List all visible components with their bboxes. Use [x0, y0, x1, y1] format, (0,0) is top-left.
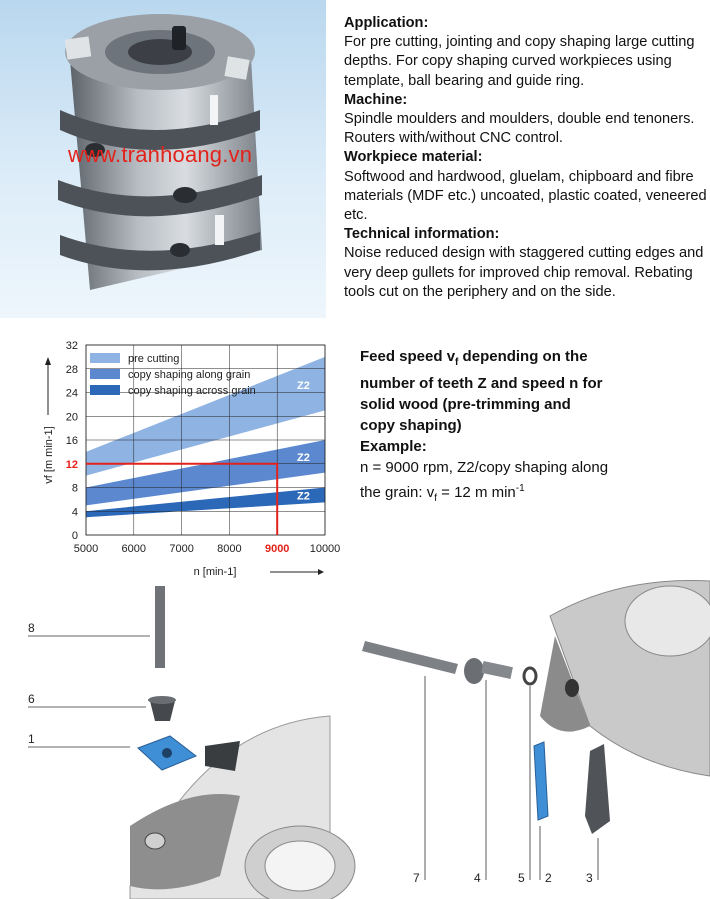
feed-title-line4: copy shaping)	[360, 417, 462, 434]
y-tick-label-8: 32	[65, 340, 78, 352]
application-text: For pre cutting, jointing and copy shaping large cutting depths. For copy shaping curved workpieces using template, ball bearing and guide ring.	[344, 34, 695, 89]
feed-title-line3: solid wood (pre-trimming and	[360, 396, 571, 413]
x-tick-label-4: 9000	[264, 543, 290, 555]
y-tick-label-0: 0	[71, 530, 78, 542]
watermark-url: www.tranhoang.vn	[68, 142, 253, 167]
band-label-3: Z2	[297, 490, 310, 503]
part-label-2: 2	[545, 871, 552, 885]
x-tick-label-3: 8000	[217, 543, 242, 555]
x-tick-label-1: 6000	[121, 543, 147, 555]
workpiece-text: Softwood and hardwood, gluelam, chipboard and fibre materials (MDF etc.) uncoated, plastic coated, veneered etc.	[344, 168, 707, 224]
part-label-7: 7	[413, 871, 420, 885]
part-label-8: 8	[28, 621, 35, 635]
right-assembly-drawing	[362, 580, 710, 885]
application-heading: Application:	[344, 15, 429, 31]
y-tick-label-1: 4	[71, 506, 78, 519]
legend-swatch-3	[90, 385, 120, 395]
y-axis-arrowhead	[45, 357, 51, 365]
feed-title-line2: number of teeth Z and speed n for	[360, 375, 603, 392]
product-description	[344, 14, 710, 302]
part-label-6: 6	[28, 692, 35, 706]
legend-swatch-2	[90, 369, 120, 379]
part-label-3: 3	[586, 871, 593, 885]
example-line1: n = 9000 rpm, Z2/copy shaping along	[360, 459, 609, 476]
example-heading: Example:	[360, 438, 427, 455]
y-tick-label-3: 12	[65, 458, 78, 471]
x-tick-label-2: 7000	[169, 543, 194, 555]
machine-heading: Machine:	[344, 91, 408, 108]
y-tick-label-6: 24	[65, 387, 78, 400]
left-assembly-drawing	[28, 586, 355, 899]
exploded-assembly-drawings	[0, 576, 710, 899]
feed-title-line1: Feed speed $v_f$ depending on the	[360, 348, 588, 368]
feed-speed-explanation	[360, 346, 700, 509]
x-axis-arrowhead	[318, 569, 324, 575]
legend-label-3: copy shaping across grain	[128, 385, 256, 397]
x-tick-label-5: 10000	[309, 543, 341, 555]
part-label-5: 5	[518, 871, 525, 885]
legend-label-1: pre cutting	[128, 353, 180, 365]
technical-heading: Technical information:	[344, 226, 500, 243]
workpiece-heading: Workpiece material:	[344, 149, 483, 166]
y-tick-label-5: 20	[65, 411, 78, 424]
y-tick-label-4: 16	[65, 435, 78, 447]
example-line2: the grain: $v_f = 12$ m $\min^{-1}$	[360, 483, 525, 504]
part-label-4: 4	[474, 871, 481, 885]
x-axis-title: n [min-1]	[193, 566, 237, 578]
band-label-2: Z2	[297, 452, 310, 465]
y-tick-label-2: 8	[71, 482, 78, 495]
machine-text: Spindle moulders and moulders, double end tenoners. Routers with/without CNC control.	[344, 111, 695, 147]
y-tick-label-7: 28	[65, 363, 78, 376]
technical-text: Noise reduced design with staggered cutting edges and very deep gullets for improved chip removal. Rebating tools cut on the periphery and on the side.	[344, 245, 704, 300]
legend-swatch-1	[90, 353, 120, 363]
y-axis-title: vf [m min-1]	[43, 426, 55, 484]
legend-label-2: copy shaping along grain	[128, 369, 251, 381]
x-tick-label-0: 5000	[73, 543, 99, 555]
part-label-1: 1	[28, 732, 35, 746]
feed-speed-chart	[0, 330, 345, 580]
band-label-1: Z2	[297, 380, 310, 393]
